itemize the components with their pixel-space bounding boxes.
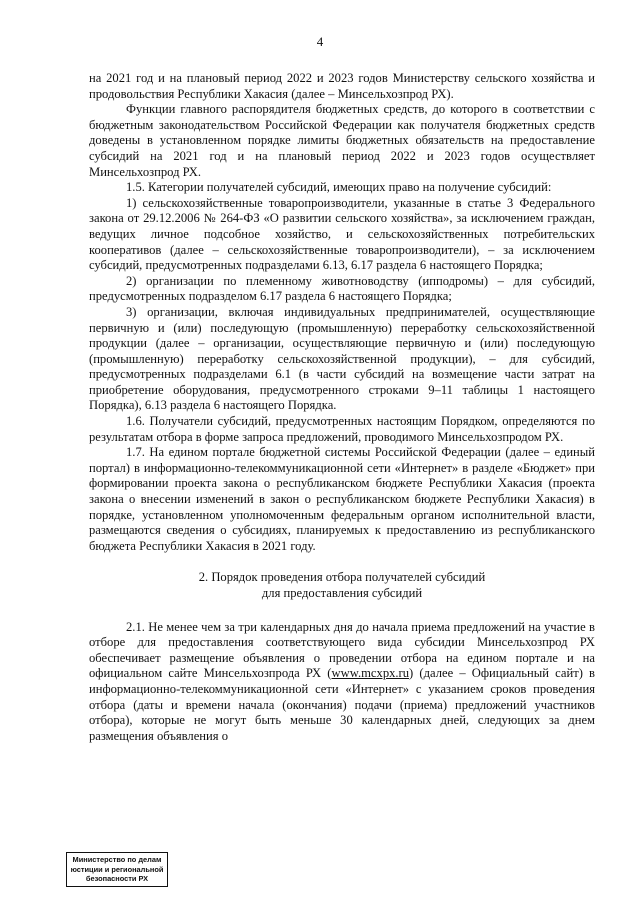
registration-stamp <box>66 852 168 887</box>
section-heading-line-1: 2. Порядок проведения отбора получателей субсидий <box>198 570 486 585</box>
paragraph-continuation: на 2021 год и на плановый период 2022 и 2023 годов Министерству сельского хозяйства и продовольствия Республики Хакасия (далее – Минсельхозпрод РХ). <box>89 71 595 101</box>
paragraph-1-6: 1.6. Получатели субсидий, предусмотренных настоящим Порядком, определяются по результатам отбора в форме запроса предложений, проводимого Минсельхозпродом РХ. <box>89 414 595 444</box>
list-item-1: 1) сельскохозяйственные товаропроизводители, указанные в статье 3 Федерального закона от 29.12.2006 № 264-ФЗ «О развитии сельского хозяйства», за исключением граждан, ведущих личное подсобное хозяйство, и сельскохозяйственных потребительских кооперативов (далее – сельскохозяйственные товаропроизводители), – за исключением субсидий, предусмотренных подразделами 6.13, 6.17 раздела 6 настоящего Порядка; <box>89 195 595 273</box>
page-number: 4 <box>316 34 324 49</box>
section-heading <box>89 570 595 601</box>
website-link[interactable]: www.mcxpx.ru <box>331 666 410 681</box>
paragraph-1-7: 1.7. На едином портале бюджетной системы Российской Федерации (далее – единый портал) в информационно-телекоммуникационной сети «Интернет» в разделе «Бюджет» при формировании проекта закона о республиканском бюджете Республики Хакасия (проекта закона о внесении изменений в закон о республиканском бюджете Республики Хакасия) в порядке, установленном уполномоченным федеральным органом исполнительной власти, размещаются сведения о субсидиях, планируемых к предоставлению из республиканского бюджета Республики Хакасия в 2021 году. <box>89 445 595 553</box>
section-heading-line-2: для предоставления субсидий <box>261 586 423 600</box>
stamp-line-2: юстиции и региональной <box>70 864 164 874</box>
paragraph-2-1-text-a: 2.1. Не менее чем за три календарных дня до начала приема предложений на участие в отборе для предоставления соответствующего вида субсидии Минсельхозпрод РХ обеспечивает размещение объявления о проведении отбора на едином портале и на официальном сайте Минсельхозпрода РХ ( <box>89 619 595 681</box>
list-item-2: 2) организации по племенному животноводству (ипподромы) – для субсидий, предусмотренных подразделом 6.17 раздела 6 настоящего Порядка; <box>89 273 595 304</box>
document-body <box>89 71 595 744</box>
paragraph-2-1 <box>89 620 595 745</box>
stamp-line-3: безопасности РХ <box>85 874 149 884</box>
list-item-3: 3) организации, включая индивидуальных предпринимателей, осуществляющие первичную и (или) последующую (промышленную) переработку сельскохозяйственной продукции (далее – организации, осуществляющие первичную и (или) последующую (промышленную) переработку сельскохозяйственной продукции), – для субсидий, предусмотренных подразделами 6.1 (в части субсидий на возмещение части затрат на приобретение оборудования, предусмотренного строками 9–11 таблицы 1 настоящего Порядка), 6.13 раздела 6 настоящего Порядка. <box>89 304 595 413</box>
paragraph-1-5: 1.5. Категории получателей субсидий, имеющих право на получение субсидий: <box>126 180 552 195</box>
paragraph-budget-functions: Функции главного распорядителя бюджетных средств, до которого в соответствии с бюджетным законодательством Российской Федерации как получателя бюджетных средств доведены в установленном порядке лимиты бюджетных обязательств на предоставление субсидий на 2021 год и на плановый период 2022 и 2023 годов осуществляет Минсельхозпрод РХ. <box>89 102 595 179</box>
paragraph-2-1-text-b: ) (далее – Официальный сайт) в информационно-телекоммуникационной сети «Интернет» с указанием сроков проведения отбора (даты и времени начала (окончания) подачи (приема) предложений участников отбора), которые не могут быть меньше 30 календарных дней, следующих за днем размещения объявления о <box>89 666 596 743</box>
stamp-line-1: Министерство по делам <box>72 855 162 864</box>
